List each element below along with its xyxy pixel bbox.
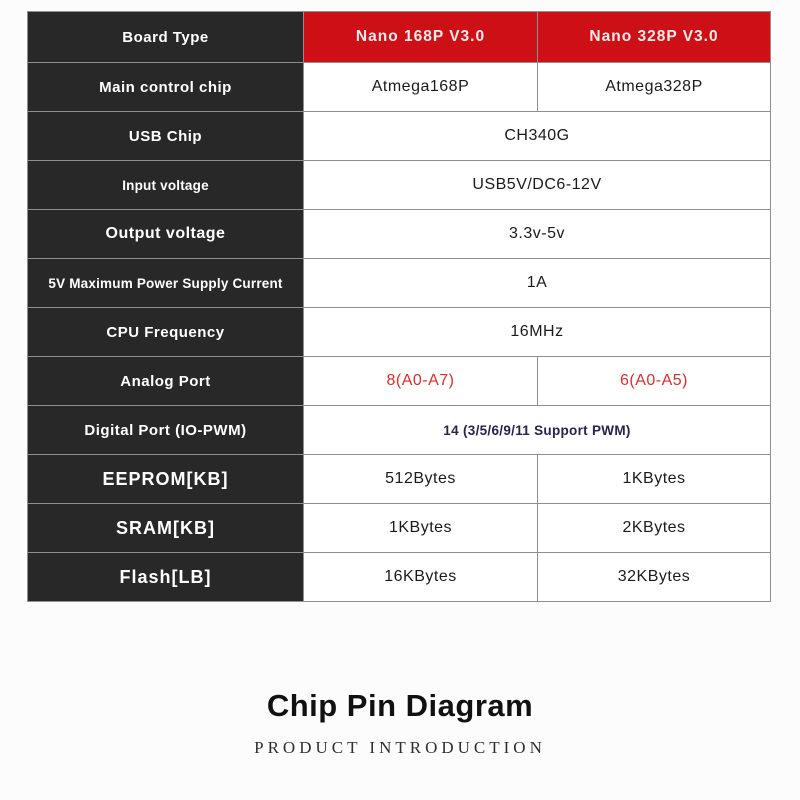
cell-eeprom-168p: 512Bytes [304, 455, 538, 504]
column-header-nano-168p: Nano 168P V3.0 [304, 12, 538, 63]
table-row-cpu-frequency [28, 308, 771, 357]
table-row-digital-port [28, 406, 771, 455]
table-row-usb-chip [28, 112, 771, 161]
table-row-analog-port [28, 357, 771, 406]
table-row-5v-max-current [28, 259, 771, 308]
cell-main-chip-168p: Atmega168P [304, 63, 538, 112]
cell-digital-port: 14 (3/5/6/9/11 Support PWM) [304, 406, 771, 455]
table-row-sram [28, 504, 771, 553]
row-label-input-voltage: Input voltage [28, 161, 304, 210]
row-label-board-type: Board Type [28, 12, 304, 63]
cell-analog-port-328p: 6(A0-A5) [538, 357, 771, 406]
table-row-output-voltage [28, 210, 771, 259]
row-label-output-voltage: Output voltage [28, 210, 304, 259]
cell-5v-max-current: 1A [304, 259, 771, 308]
row-label-5v-max-current: 5V Maximum Power Supply Current [28, 259, 304, 308]
section-title: Chip Pin Diagram [266, 688, 534, 723]
spec-comparison-table [27, 11, 771, 602]
row-label-main-control-chip: Main control chip [28, 63, 304, 112]
table-row-eeprom [28, 455, 771, 504]
row-label-cpu-frequency: CPU Frequency [28, 308, 304, 357]
cell-input-voltage: USB5V/DC6-12V [304, 161, 771, 210]
table-row-main-control-chip [28, 63, 771, 112]
column-header-nano-328p: Nano 328P V3.0 [538, 12, 771, 63]
cell-eeprom-328p: 1KBytes [538, 455, 771, 504]
cell-main-chip-328p: Atmega328P [538, 63, 771, 112]
cell-output-voltage: 3.3v-5v [304, 210, 771, 259]
table-header-row [28, 12, 771, 63]
cell-flash-328p: 32KBytes [538, 553, 771, 602]
row-label-digital-port: Digital Port (IO-PWM) [28, 406, 304, 455]
row-label-sram: SRAM[KB] [28, 504, 304, 553]
section-subtitle: PRODUCT INTRODUCTION [254, 738, 546, 757]
cell-cpu-frequency: 16MHz [304, 308, 771, 357]
cell-usb-chip: CH340G [304, 112, 771, 161]
cell-sram-328p: 2KBytes [538, 504, 771, 553]
cell-analog-port-168p: 8(A0-A7) [304, 357, 538, 406]
row-label-eeprom: EEPROM[KB] [28, 455, 304, 504]
table-row-input-voltage [28, 161, 771, 210]
cell-sram-168p: 1KBytes [304, 504, 538, 553]
cell-flash-168p: 16KBytes [304, 553, 538, 602]
row-label-usb-chip: USB Chip [28, 112, 304, 161]
section-footer [0, 688, 800, 758]
row-label-flash: Flash[LB] [28, 553, 304, 602]
row-label-analog-port: Analog Port [28, 357, 304, 406]
table-row-flash [28, 553, 771, 602]
